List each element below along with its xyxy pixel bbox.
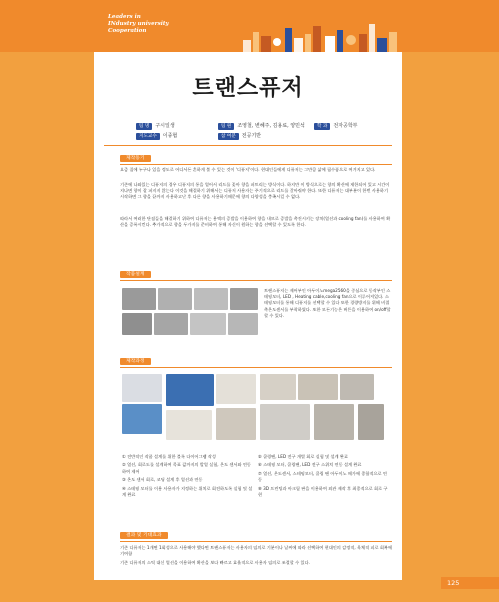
page-title: 트랜스퓨저: [192, 76, 304, 101]
team-name: [136, 122, 175, 130]
city-skyline-illustration: [241, 22, 401, 52]
section-rule: [120, 280, 392, 281]
section-label-process: 제작과정: [120, 358, 151, 365]
motivation-paragraph-1: 요즘 집에 누구나 있을 정도로 어디서든 흔하게 볼 수 있는 것이 '디퓨저'이다. 현대인들에게 디퓨저는 그만큼 삶에 필수품으로 여겨지고 있다.: [120, 167, 376, 172]
process-step: ⑥ 스테핑 모터, 쿨링팬, LED 전구 스위치 연동 설계 완료: [258, 462, 362, 468]
meta-divider: [104, 145, 392, 146]
process-step: ② 열선, 회로도를 설계하여 목표 값까지의 발열 실험, 온도 센서와 연동하여 제어: [122, 462, 251, 474]
process-step: ⑦ 열선, 온도센서, 스테핑모터, 쿨링 팬 아두이노 메가에 종합적으로 연동: [258, 470, 387, 483]
header-line-3: Cooperation: [108, 28, 147, 34]
department: [314, 122, 358, 130]
final-product-photo: [260, 404, 310, 440]
prototype-photo: [298, 374, 338, 400]
process-step: ① 전반적인 작품 설계를 위한 블록 다이어그램 작성: [122, 454, 216, 459]
page-number: 125: [441, 577, 499, 589]
section-rule: [120, 164, 392, 165]
expected-paragraph-2: 기존 디퓨저의 스틱 대신 열선을 이용하여 확산을 보다 빠르고 효율적으로 사용자 임의로 조절할 수 있다.: [120, 560, 310, 565]
advisor: [136, 132, 177, 140]
final-product-photo: [358, 404, 384, 440]
team-value: 구시일생: [155, 123, 175, 129]
project-card: [94, 52, 402, 580]
render-image: [190, 313, 226, 335]
team-label: 팀 명: [136, 123, 152, 130]
header-line-2: INdustry university: [108, 21, 169, 27]
arduino-board-photo: [122, 404, 162, 434]
header-series-title: [108, 14, 169, 35]
section-label-expected: 결과 및 기대효과: [120, 532, 168, 539]
prototype-photo: [340, 374, 374, 400]
advisor-value: 이종협: [162, 133, 178, 139]
process-step: ③ 온도 센서 회로, 코딩 설계 후 열선과 연동: [122, 477, 203, 483]
render-image: [158, 288, 192, 310]
motivation-paragraph-2: 기존에 나와있는 디퓨저의 경우 디퓨저의 통을 열어서 리드를 꽂아 향을 퍼트리는 방식이다. 하지만 이 방식으로는 향의 확산에 제한되어 있고 시간이 지나면 향이 잘 퍼지지 않는다 이것을 해결하기 위해서는 디퓨저 사용자는 주기적으로 리드를 갈아줘야 한다. 또한 디퓨저는 대부분이 한번 사용하기 시작하면 그 향을 끝까지 사용하고난 후 다른 향을 사용하기때문에 향의 다양성을 충족시킬 수 없다.: [120, 182, 390, 200]
header-line-1: Leaders in: [108, 14, 141, 20]
expected-paragraph-1: 기존 디퓨저는 1개면 1회성으로 사용해야 했다면 트랜스퓨저는 사용자의 임의로 기분이나 날씨에 따라 선택하여 현대인의 감정적, 육체적 피로 회복에 기여함: [120, 545, 393, 557]
circuit-photo: [122, 374, 162, 402]
arduino-board-photo: [166, 374, 214, 406]
field: [218, 132, 261, 140]
field-label: 참 여분: [218, 133, 239, 140]
process-steps-right: [258, 454, 390, 500]
dept-label: 학 과: [314, 123, 330, 130]
section-rule: [120, 541, 392, 542]
section-label-motivation: 제작동기: [120, 155, 151, 162]
advisor-label: 지도교수: [136, 133, 160, 140]
render-image: [228, 313, 258, 335]
process-steps-left: [122, 454, 254, 500]
stepper-motor-photo: [216, 408, 256, 440]
section-label-design: 작품설계: [120, 271, 151, 278]
render-image: [230, 288, 258, 310]
motivation-paragraph-3: 따라서 여러한 단점들을 해결하기 위하여 디퓨저는 용액의 증발을 이용하여 향을 내므로 증발을 촉진시키는 장치(열선과 cooling fan)를 사용하여 확산을 증폭시킨다. 추가적으로 향을 두가지를 준비하여 통해 자신이 원하는 향을 선택할 수 있도록 한다.: [120, 216, 391, 228]
render-image: [122, 288, 156, 310]
prototype-photo: [260, 374, 296, 400]
section-rule: [120, 367, 392, 368]
circuit-photo: [166, 410, 212, 440]
wiring-photo: [216, 374, 256, 404]
design-paragraph: 트랜스퓨저는 제어부인 아두이노mega2560을 중심으로 동작부인 스테핑모터, LED , Heating cable,cooling fan으로 이루어져있다. 스테핑모터를 통해 디퓨저를 선택할 수 있다 또한 경량방지를 위해 비접촉온도센서를 부착하였다. 또한 모든기능은 버튼을 이용하여 on/off할 할 수 있다.: [264, 288, 391, 318]
members-value: 조영철, 변혜주, 김용료, 양민석: [237, 123, 305, 129]
process-step: ⑧ 3D 프린팅과 아크릴 판을 이용하여 외관 제작 후 최종적으로 회로 구현: [258, 485, 388, 498]
render-image: [194, 288, 228, 310]
final-product-photo: [314, 404, 354, 440]
process-step: ④ 스테핑 모터를 이용 사용자가 지정하는 위치로 회전하도록 실험 및 설계 완료: [122, 485, 253, 498]
team-members: [218, 122, 305, 130]
render-image: [122, 313, 152, 335]
process-step: ⑤ 쿨링팬, LED 전구 개별 회로 실험 및 설계 완료: [258, 454, 348, 459]
members-label: 팀 원: [218, 123, 234, 130]
render-image: [154, 313, 188, 335]
dept-value: 전자공학부: [333, 123, 358, 129]
field-value: 전공기반: [241, 133, 262, 139]
